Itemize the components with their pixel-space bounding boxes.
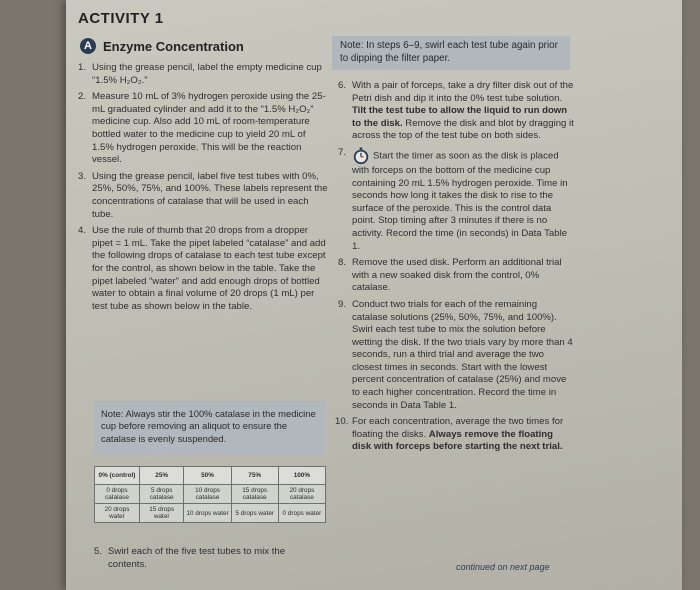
table-cell: 20 drops catalase <box>278 485 325 504</box>
table-row <box>95 504 326 523</box>
table-header: 0% (control) <box>95 467 140 485</box>
activity-title: ACTIVITY 1 <box>78 10 164 27</box>
step-7 <box>338 147 574 253</box>
step-number: 5. <box>94 546 103 557</box>
step-text: Using the grease pencil, label five test tubes with 0%, 25%, 50%, 75%, and 100%. These labels represent the concentrations of catalase that will be used in each tube. <box>92 170 328 220</box>
table-header: 75% <box>231 467 278 485</box>
step-number: 2. <box>78 91 87 103</box>
right-column <box>335 80 574 458</box>
step-number: 1. <box>78 62 87 73</box>
step-text: Remove the used disk. Perform an additional trial with a new soaked disk from the control, 0% catalase. <box>352 257 562 294</box>
left-column <box>78 62 330 317</box>
step-number: 4. <box>78 225 87 237</box>
step-number: 6. <box>338 80 347 91</box>
table-cell: 5 drops catalase <box>139 485 183 504</box>
step-9 <box>338 299 574 412</box>
section-header <box>80 38 244 54</box>
step-6 <box>338 80 574 143</box>
step-text: Start the timer as soon as the disk is placed with forceps on the bottom of the medicine cup containing 20 mL 1.5% hydrogen peroxide. Time in seconds how long it takes the disk to rise to the surface of the peroxide. This is the control data point. Stop timing after 3 minutes if there is no activity. Record the time (in seconds) in Data Table 1. <box>352 147 574 253</box>
step-5 <box>94 546 326 571</box>
note-swirl: Note: In steps 6–9, swirl each test tube again prior to dipping the filter paper. <box>332 36 570 70</box>
catalase-drops-table <box>94 466 326 523</box>
table-cell: 10 drops water <box>184 504 231 523</box>
table-cell: 0 drops catalase <box>95 485 140 504</box>
step-text: Conduct two trials for each of the remaining catalase solutions (25%, 50%, 75%, and 100%). Swirl each test tube to mix the solution before wetting the disk. If the two trials vary by more than 4 seconds, run a third trial and average the two closest times in seconds. Start with the lowest percent concentration of catalase (25%) and move to each higher concentration. Record the time in seconds in Data Table 1. <box>352 298 573 411</box>
step-1 <box>78 62 330 87</box>
step-4 <box>78 225 330 313</box>
table-cell: 10 drops catalase <box>184 485 231 504</box>
table-cell: 0 drops water <box>278 504 325 523</box>
worksheet-page <box>66 0 682 590</box>
step-8 <box>338 257 574 295</box>
table-row <box>95 485 326 504</box>
table-header: 100% <box>278 467 325 485</box>
step-text: Measure 10 mL of 3% hydrogen peroxide using the 25-mL graduated cylinder and add it to the “1.5% H₂O₂” medicine cup. Also add 10 mL of room-temperature bottled water to the medicine cup to yield 20 mL of 1.5% hydrogen peroxide. This will be the reaction vessel. <box>92 91 326 166</box>
step-number: 7. <box>338 146 347 158</box>
step-text: With a pair of forceps, take a dry filter disk out of the Petri dish and dip it into the 0% test tube solution. Tilt the test tube to allow the liquid to run down to the disk. Remove the disk and blot by dragging it across the top of the test tube on both sides. <box>352 80 574 142</box>
table-cell: 15 drops water <box>139 504 183 523</box>
table-cell: 5 drops water <box>231 504 278 523</box>
step-text: Using the grease pencil, label the empty medicine cup “1.5% H₂O₂.” <box>92 62 322 86</box>
step-number: 3. <box>78 170 87 182</box>
step-10 <box>335 416 574 454</box>
step-number: 9. <box>338 298 347 310</box>
table-header-row <box>95 467 326 485</box>
note-stir-catalase: Note: Always stir the 100% catalase in the medicine cup before removing an aliquot to ensure the catalase is evenly suspended. <box>94 401 326 455</box>
stopwatch-icon <box>352 147 370 165</box>
table-cell: 15 drops catalase <box>231 485 278 504</box>
table-header: 25% <box>139 467 183 485</box>
step-number: 8. <box>338 257 347 269</box>
continued-label: continued on next page <box>456 562 550 572</box>
step-3 <box>78 171 330 221</box>
step-text: Use the rule of thumb that 20 drops from a dropper pipet = 1 mL. Take the pipet labeled “catalase” and add the following drops of catalase to each test tube except for the control, as shown below in the table. Take the pipet labeled “water” and add enough drops of bottled water to obtain a final volume of 20 drops (1 mL) per test tube as shown below in the table. <box>92 225 326 312</box>
section-badge: A <box>80 38 96 54</box>
step-text: For each concentration, average the two times for floating the disks. Always remove the floating disk with forceps before starting the next trial. <box>352 416 564 453</box>
step-2 <box>78 91 330 167</box>
table-cell: 20 drops water <box>95 504 140 523</box>
step-number: 10. <box>335 416 349 428</box>
table-header: 50% <box>184 467 231 485</box>
step-text: Swirl each of the five test tubes to mix the contents. <box>108 546 286 570</box>
section-title: Enzyme Concentration <box>103 38 244 54</box>
